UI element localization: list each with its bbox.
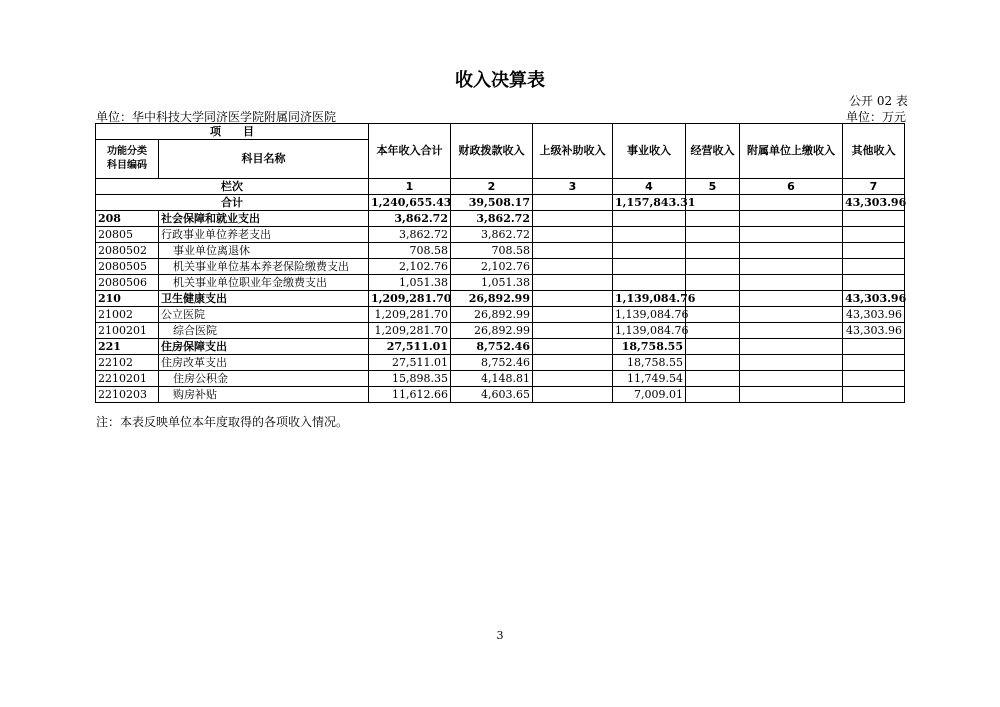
table-row xyxy=(96,371,905,387)
row-name: 综合医院 xyxy=(159,323,369,339)
row-value xyxy=(686,387,740,403)
reporting-unit: 单位：华中科技大学同济医学院附属同济医院 xyxy=(96,110,337,124)
row-value xyxy=(533,211,613,227)
row-value xyxy=(686,243,740,259)
row-name: 住房改革支出 xyxy=(159,355,369,371)
row-value xyxy=(533,243,613,259)
col-num-1: 1 xyxy=(369,179,451,195)
row-value xyxy=(740,307,843,323)
row-value xyxy=(843,243,905,259)
row-value: 18,758.55 xyxy=(613,339,686,355)
page-title: 收入决算表 xyxy=(455,70,545,91)
row-value: 26,892.99 xyxy=(451,291,533,307)
row-value xyxy=(686,211,740,227)
row-value xyxy=(740,211,843,227)
row-code: 210 xyxy=(96,291,159,307)
row-value xyxy=(533,339,613,355)
header-total: 本年收入合计 xyxy=(369,124,451,179)
row-name: 行政事业单位养老支出 xyxy=(159,227,369,243)
table-row xyxy=(96,259,905,275)
row-value xyxy=(843,211,905,227)
row-value xyxy=(740,355,843,371)
header-lanci: 栏次 xyxy=(96,179,369,195)
header-code: 功能分类 科目编码 xyxy=(96,140,159,179)
row-code: 2080506 xyxy=(96,275,159,291)
row-value xyxy=(740,371,843,387)
header-other: 其他收入 xyxy=(843,124,905,179)
total-cell: 43,303.96 xyxy=(843,195,905,211)
row-value xyxy=(686,371,740,387)
row-value xyxy=(613,227,686,243)
row-value xyxy=(686,275,740,291)
row-value xyxy=(533,227,613,243)
row-value xyxy=(613,275,686,291)
table-row xyxy=(96,355,905,371)
row-code: 2080502 xyxy=(96,243,159,259)
row-value xyxy=(613,243,686,259)
row-value xyxy=(686,355,740,371)
row-value xyxy=(843,275,905,291)
row-value xyxy=(740,259,843,275)
row-value: 7,009.01 xyxy=(613,387,686,403)
row-value: 27,511.01 xyxy=(369,355,451,371)
row-value xyxy=(843,387,905,403)
row-name: 购房补贴 xyxy=(159,387,369,403)
table-row xyxy=(96,211,905,227)
header-subsidy: 上级补助收入 xyxy=(533,124,613,179)
col-num-7: 7 xyxy=(843,179,905,195)
row-value xyxy=(686,323,740,339)
table-row xyxy=(96,275,905,291)
form-number: 公开 02 表 xyxy=(849,94,908,108)
row-name: 事业单位离退休 xyxy=(159,243,369,259)
row-name: 卫生健康支出 xyxy=(159,291,369,307)
row-value xyxy=(843,339,905,355)
total-cell xyxy=(533,195,613,211)
row-value xyxy=(686,259,740,275)
row-value xyxy=(686,339,740,355)
row-value: 1,209,281.70 xyxy=(369,323,451,339)
row-value: 1,139,084.76 xyxy=(613,323,686,339)
row-name: 住房公积金 xyxy=(159,371,369,387)
row-code: 2210203 xyxy=(96,387,159,403)
row-value: 43,303.96 xyxy=(843,307,905,323)
row-value: 1,051.38 xyxy=(369,275,451,291)
row-value xyxy=(533,323,613,339)
row-value: 11,749.54 xyxy=(613,371,686,387)
currency-unit: 单位：万元 xyxy=(846,110,907,124)
row-value xyxy=(843,259,905,275)
row-value xyxy=(740,227,843,243)
row-value xyxy=(533,371,613,387)
col-num-6: 6 xyxy=(740,179,843,195)
row-code: 20805 xyxy=(96,227,159,243)
col-num-3: 3 xyxy=(533,179,613,195)
row-value: 3,862.72 xyxy=(369,227,451,243)
row-value xyxy=(533,307,613,323)
header-item: 项 目 xyxy=(96,124,369,140)
total-cell xyxy=(740,195,843,211)
total-row xyxy=(96,195,905,211)
row-value: 1,209,281.70 xyxy=(369,307,451,323)
row-code: 221 xyxy=(96,339,159,355)
row-value xyxy=(686,307,740,323)
row-name: 住房保障支出 xyxy=(159,339,369,355)
row-name: 机关事业单位基本养老保险缴费支出 xyxy=(159,259,369,275)
row-value: 1,139,084.76 xyxy=(613,307,686,323)
row-value: 4,148.81 xyxy=(451,371,533,387)
row-value xyxy=(533,275,613,291)
row-value xyxy=(740,275,843,291)
row-value xyxy=(740,323,843,339)
total-cell: 1,157,843.31 xyxy=(613,195,686,211)
header-affiliated: 附属单位上缴收入 xyxy=(740,124,843,179)
total-label: 合计 xyxy=(96,195,369,211)
row-code: 208 xyxy=(96,211,159,227)
row-value xyxy=(533,387,613,403)
row-value xyxy=(533,355,613,371)
row-value xyxy=(533,259,613,275)
row-code: 21002 xyxy=(96,307,159,323)
row-value: 2,102.76 xyxy=(451,259,533,275)
row-name: 社会保障和就业支出 xyxy=(159,211,369,227)
total-cell: 1,240,655.43 xyxy=(369,195,451,211)
table-row xyxy=(96,243,905,259)
col-num-2: 2 xyxy=(451,179,533,195)
row-value: 708.58 xyxy=(451,243,533,259)
table-row xyxy=(96,323,905,339)
row-value: 8,752.46 xyxy=(451,355,533,371)
row-value xyxy=(740,291,843,307)
col-num-5: 5 xyxy=(686,179,740,195)
row-value: 708.58 xyxy=(369,243,451,259)
row-name: 机关事业单位职业年金缴费支出 xyxy=(159,275,369,291)
row-value: 26,892.99 xyxy=(451,307,533,323)
row-value: 43,303.96 xyxy=(843,291,905,307)
row-value xyxy=(686,227,740,243)
row-value: 26,892.99 xyxy=(451,323,533,339)
row-code: 2100201 xyxy=(96,323,159,339)
page-number: 3 xyxy=(496,629,504,642)
row-value: 3,862.72 xyxy=(451,211,533,227)
row-value xyxy=(843,371,905,387)
row-value: 27,511.01 xyxy=(369,339,451,355)
row-value: 1,209,281.70 xyxy=(369,291,451,307)
row-value: 4,603.65 xyxy=(451,387,533,403)
table-row xyxy=(96,227,905,243)
row-value: 1,051.38 xyxy=(451,275,533,291)
row-value xyxy=(740,339,843,355)
row-value xyxy=(740,243,843,259)
row-value: 11,612.66 xyxy=(369,387,451,403)
row-code: 2210201 xyxy=(96,371,159,387)
header-operating: 经营收入 xyxy=(686,124,740,179)
row-value: 1,139,084.76 xyxy=(613,291,686,307)
row-value xyxy=(533,291,613,307)
header-fiscal: 财政拨款收入 xyxy=(451,124,533,179)
table-row xyxy=(96,291,905,307)
row-code: 2080505 xyxy=(96,259,159,275)
total-cell: 39,508.17 xyxy=(451,195,533,211)
header-name: 科目名称 xyxy=(159,140,369,179)
row-value: 2,102.76 xyxy=(369,259,451,275)
header-business: 事业收入 xyxy=(613,124,686,179)
row-value: 3,862.72 xyxy=(369,211,451,227)
row-code: 22102 xyxy=(96,355,159,371)
row-value: 15,898.35 xyxy=(369,371,451,387)
row-value xyxy=(613,211,686,227)
row-value xyxy=(613,259,686,275)
row-value: 3,862.72 xyxy=(451,227,533,243)
row-value xyxy=(843,355,905,371)
row-name: 公立医院 xyxy=(159,307,369,323)
income-table xyxy=(95,123,905,403)
table-row xyxy=(96,307,905,323)
table-note: 注：本表反映单位本年度取得的各项收入情况。 xyxy=(96,415,349,429)
row-value: 43,303.96 xyxy=(843,323,905,339)
table-row xyxy=(96,339,905,355)
row-value xyxy=(740,387,843,403)
col-num-4: 4 xyxy=(613,179,686,195)
row-value: 18,758.55 xyxy=(613,355,686,371)
row-value: 8,752.46 xyxy=(451,339,533,355)
row-value xyxy=(843,227,905,243)
table-row xyxy=(96,387,905,403)
